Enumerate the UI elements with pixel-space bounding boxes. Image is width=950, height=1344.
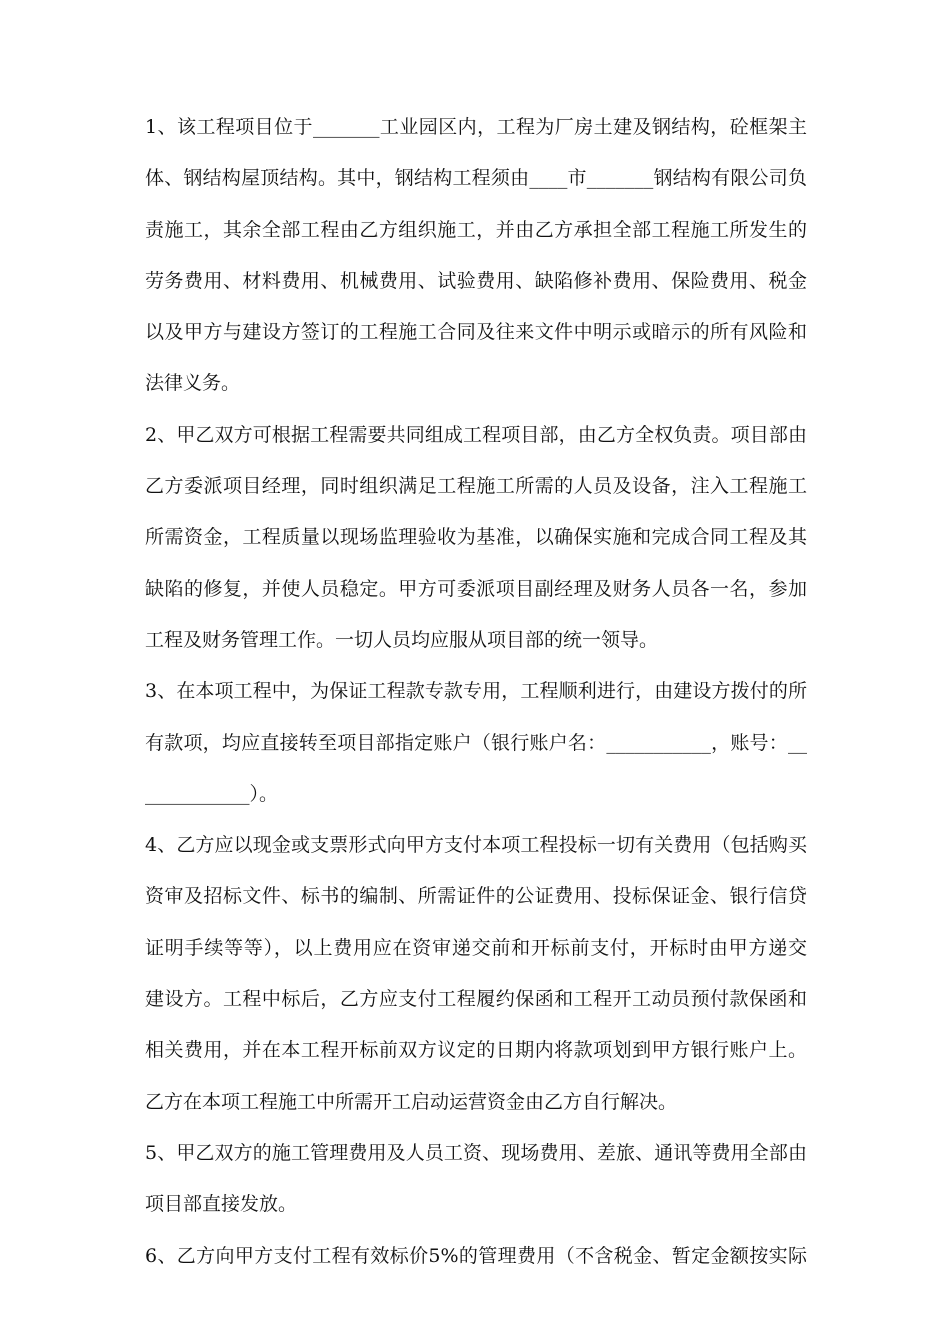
document-text-line: 项目部直接发放。 [145, 1193, 298, 1216]
document-text-line: 以及甲方与建设方签订的工程施工合同及往来文件中明示或暗示的所有风险和 [145, 321, 807, 344]
document-text-line: 4、乙方应以现金或支票形式向甲方支付本项工程投标一切有关费用（包括购买 [145, 834, 807, 857]
document-text-line: 责施工，其余全部工程由乙方组织施工，并由乙方承担全部工程施工所发生的 [145, 218, 807, 241]
document-text-line: 乙方委派项目经理，同时组织满足工程施工所需的人员及设备，注入工程施工 [145, 475, 807, 498]
document-text-line: ___________）。 [145, 782, 279, 805]
document-text-line: 3、在本项工程中，为保证工程款专款专用，工程顺利进行，由建设方拨付的所 [145, 680, 807, 703]
document-text-line: 劳务费用、材料费用、机械费用、试验费用、缺陷修补费用、保险费用、税金 [145, 269, 807, 292]
document-text-line: 法律义务。 [145, 372, 241, 395]
document-text-line: 所需资金，工程质量以现场监理验收为基准，以确保实施和完成合同工程及其 [145, 526, 807, 549]
document-text-line: 相关费用，并在本工程开标前双方议定的日期内将款项划到甲方银行账户上。 [145, 1039, 807, 1062]
document-text-line: 证明手续等等），以上费用应在资审递交前和开标前支付，开标时由甲方递交 [145, 936, 807, 959]
document-text-line: 缺陷的修复，并使人员稳定。甲方可委派项目副经理及财务人员各一名，参加 [145, 577, 807, 600]
document-text-line: 2、甲乙双方可根据工程需要共同组成工程项目部，由乙方全权负责。项目部由 [145, 423, 807, 446]
document-text-line: 体、钢结构屋顶结构。其中，钢结构工程须由____市_______钢结构有限公司负 [145, 167, 807, 190]
document-text-line: 建设方。工程中标后，乙方应支付工程履约保函和工程开工动员预付款保函和 [145, 988, 807, 1011]
document-text-line: 5、甲乙双方的施工管理费用及人员工资、现场费用、差旅、通讯等费用全部由 [145, 1141, 807, 1164]
document-text-line: 工程及财务管理工作。一切人员均应服从项目部的统一领导。 [145, 628, 659, 651]
document-text-line: 6、乙方向甲方支付工程有效标价5%的管理费用（不含税金、暂定金额按实际 [145, 1244, 807, 1267]
document-text-line: 资审及招标文件、标书的编制、所需证件的公证费用、投标保证金、银行信贷 [145, 885, 807, 908]
document-text-line: 1、该工程项目位于_______工业园区内，工程为厂房土建及钢结构，砼框架主 [145, 116, 807, 138]
document-text-line: 乙方在本项工程施工中所需开工启动运营资金由乙方自行解决。 [145, 1090, 678, 1113]
contract-text-body [145, 102, 807, 1282]
document-text-line: 有款项，均应直接转至项目部指定账户（银行账户名：___________，账号：__ [145, 731, 807, 754]
